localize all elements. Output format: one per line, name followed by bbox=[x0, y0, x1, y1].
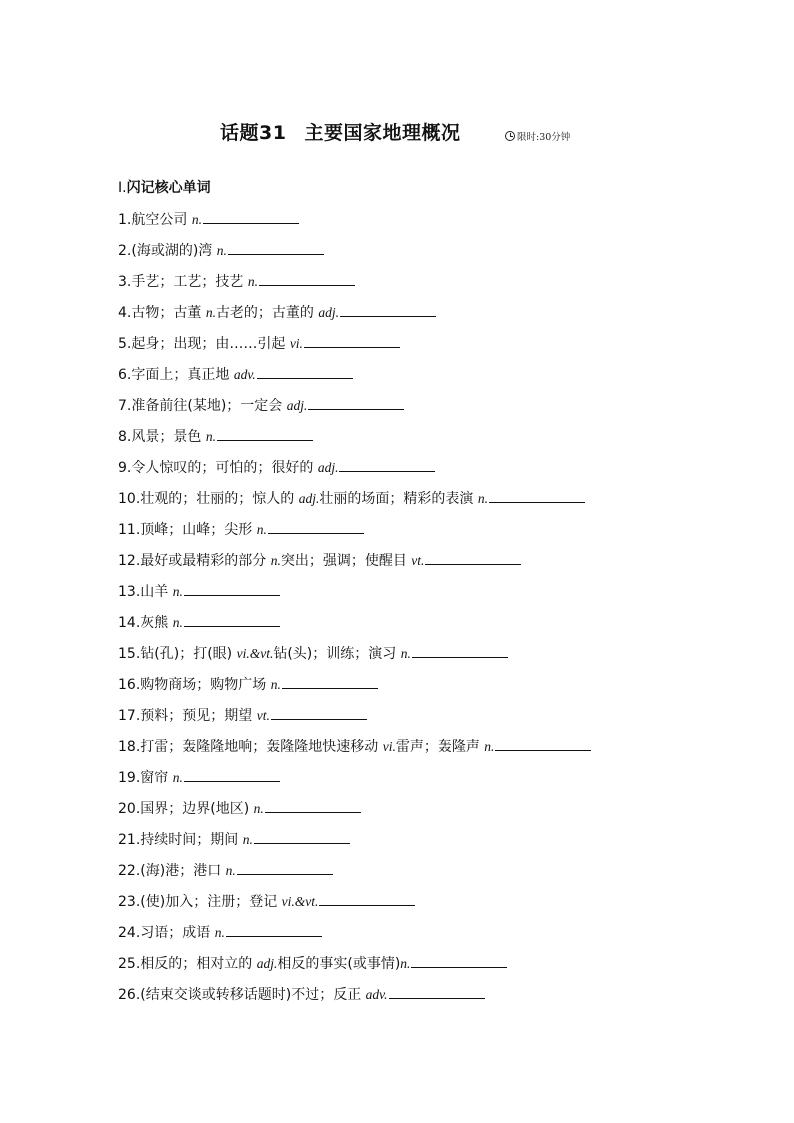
part-of-speech: n. bbox=[477, 491, 488, 506]
item-number: 10. bbox=[118, 491, 141, 507]
part-of-speech: n. bbox=[253, 801, 264, 816]
part-of-speech: n. bbox=[484, 739, 495, 754]
part-of-speech: n. bbox=[216, 243, 227, 258]
definition-text: (海或湖的)湾 bbox=[131, 243, 217, 259]
answer-blank[interactable] bbox=[217, 426, 313, 441]
definition-text: 古老的；古董的 bbox=[215, 305, 319, 321]
definition-text: 购物商场；购物广场 bbox=[140, 677, 271, 693]
answer-blank[interactable] bbox=[412, 643, 508, 658]
title-main: 主要国家地理概况 bbox=[304, 122, 461, 144]
definition-text: 灰熊 bbox=[140, 615, 173, 631]
list-item bbox=[118, 640, 718, 671]
part-of-speech: n. bbox=[191, 212, 202, 227]
answer-blank[interactable] bbox=[268, 519, 364, 534]
list-item bbox=[118, 547, 718, 578]
item-number: 21. bbox=[118, 832, 141, 848]
definition-text: 手艺；工艺；技艺 bbox=[131, 274, 248, 290]
part-of-speech: adj. bbox=[286, 398, 308, 413]
definition-text: 准备前往(某地)；一定会 bbox=[131, 398, 287, 414]
answer-blank[interactable] bbox=[203, 209, 299, 224]
alarm-clock-icon bbox=[505, 131, 515, 141]
definition-text: 字面上；真正地 bbox=[131, 367, 234, 383]
time-limit-text: 限时:30分钟 bbox=[517, 132, 571, 143]
part-of-speech: n. bbox=[205, 429, 216, 444]
list-item bbox=[118, 795, 718, 826]
list-item bbox=[118, 237, 718, 268]
answer-blank[interactable] bbox=[411, 953, 507, 968]
part-of-speech: vi.&vt. bbox=[236, 646, 274, 661]
list-item bbox=[118, 981, 718, 1012]
answer-blank[interactable] bbox=[226, 922, 322, 937]
list-item bbox=[118, 423, 718, 454]
list-item bbox=[118, 826, 718, 857]
item-number: 2. bbox=[118, 243, 132, 259]
definition-text: 山羊 bbox=[140, 584, 173, 600]
definition-text: 雷声；轰隆声 bbox=[395, 739, 485, 755]
item-number: 7. bbox=[118, 398, 132, 414]
definition-text: (海)港；港口 bbox=[140, 863, 226, 879]
part-of-speech: n. bbox=[172, 615, 183, 630]
definition-text: 相反的事实(或事情) bbox=[277, 956, 401, 972]
part-of-speech: n. bbox=[400, 646, 411, 661]
item-number: 16. bbox=[118, 677, 141, 693]
item-number: 24. bbox=[118, 925, 141, 941]
definition-text: 钻(头)；训练；演习 bbox=[273, 646, 401, 662]
part-of-speech: vi.&vt. bbox=[281, 894, 319, 909]
list-item bbox=[118, 671, 718, 702]
part-of-speech: vi. bbox=[289, 336, 303, 351]
definition-text: 预料；预见；期望 bbox=[140, 708, 257, 724]
list-item bbox=[118, 857, 718, 888]
item-number: 9. bbox=[118, 460, 132, 476]
list-item bbox=[118, 330, 718, 361]
list-item bbox=[118, 361, 718, 392]
answer-blank[interactable] bbox=[184, 581, 280, 596]
definition-text: 钻(孔)；打(眼) bbox=[140, 646, 237, 662]
item-number: 6. bbox=[118, 367, 132, 383]
item-number: 11. bbox=[118, 522, 141, 538]
list-item bbox=[118, 764, 718, 795]
part-of-speech: vt. bbox=[256, 708, 270, 723]
part-of-speech: adj. bbox=[318, 305, 340, 320]
list-item bbox=[118, 950, 718, 981]
part-of-speech: n. bbox=[256, 522, 267, 537]
part-of-speech: n. bbox=[400, 956, 411, 971]
answer-blank[interactable] bbox=[389, 984, 485, 999]
part-of-speech: adv. bbox=[365, 987, 388, 1002]
definition-text: 航空公司 bbox=[131, 212, 192, 228]
page-title bbox=[220, 118, 460, 145]
definition-text: 顶峰；山峰；尖形 bbox=[140, 522, 257, 538]
item-number: 23. bbox=[118, 894, 141, 910]
answer-blank[interactable] bbox=[184, 767, 280, 782]
part-of-speech: vi. bbox=[382, 739, 396, 754]
answer-blank[interactable] bbox=[271, 705, 367, 720]
item-number: 19. bbox=[118, 770, 141, 786]
part-of-speech: n. bbox=[205, 305, 216, 320]
answer-blank[interactable] bbox=[495, 736, 591, 751]
definition-text: 壮丽的场面；精彩的表演 bbox=[319, 491, 478, 507]
list-item bbox=[118, 206, 718, 237]
list-item bbox=[118, 516, 718, 547]
definition-text: 突出；强调；使醒目 bbox=[280, 553, 412, 569]
item-number: 14. bbox=[118, 615, 141, 631]
definition-text: (使)加入；注册；登记 bbox=[140, 894, 282, 910]
definition-text: 壮观的；壮丽的；惊人的 bbox=[140, 491, 299, 507]
list-item bbox=[118, 919, 718, 950]
part-of-speech: adv. bbox=[233, 367, 256, 382]
part-of-speech: n. bbox=[214, 925, 225, 940]
answer-blank[interactable] bbox=[319, 891, 415, 906]
definition-text: 相反的；相对立的 bbox=[140, 956, 257, 972]
part-of-speech: n. bbox=[172, 584, 183, 599]
part-of-speech: n. bbox=[225, 863, 236, 878]
answer-blank[interactable] bbox=[254, 829, 350, 844]
vocabulary-list bbox=[118, 206, 718, 1012]
answer-blank[interactable] bbox=[265, 798, 361, 813]
definition-text: 窗帘 bbox=[140, 770, 173, 786]
answer-blank[interactable] bbox=[257, 364, 353, 379]
list-item bbox=[118, 702, 718, 733]
definition-text: 最好或最精彩的部分 bbox=[140, 553, 271, 569]
answer-blank[interactable] bbox=[308, 395, 404, 410]
item-number: 4. bbox=[118, 305, 132, 321]
part-of-speech: adj. bbox=[256, 956, 278, 971]
item-number: 5. bbox=[118, 336, 132, 352]
definition-text: 打雷；轰隆隆地响；轰隆隆地快速移动 bbox=[140, 739, 383, 755]
title-prefix: 话题31 bbox=[220, 122, 287, 144]
definition-text: 风景；景色 bbox=[131, 429, 206, 445]
answer-blank[interactable] bbox=[340, 302, 436, 317]
part-of-speech: vt. bbox=[411, 553, 425, 568]
item-number: 25. bbox=[118, 956, 141, 972]
part-of-speech: n. bbox=[242, 832, 253, 847]
item-number: 22. bbox=[118, 863, 141, 879]
part-of-speech: n. bbox=[270, 553, 281, 568]
list-item bbox=[118, 578, 718, 609]
answer-blank[interactable] bbox=[489, 488, 585, 503]
item-number: 3. bbox=[118, 274, 132, 290]
definition-text: (结束交谈或转移话题时)不过；反正 bbox=[140, 987, 366, 1003]
answer-blank[interactable] bbox=[282, 674, 378, 689]
list-item bbox=[118, 454, 718, 485]
section-number: Ⅰ. bbox=[118, 180, 127, 196]
item-number: 17. bbox=[118, 708, 141, 724]
item-number: 26. bbox=[118, 987, 141, 1003]
answer-blank[interactable] bbox=[425, 550, 521, 565]
answer-blank[interactable] bbox=[184, 612, 280, 627]
time-limit bbox=[505, 129, 570, 143]
item-number: 8. bbox=[118, 429, 132, 445]
definition-text: 起身；出现；由……引起 bbox=[131, 336, 290, 352]
item-number: 18. bbox=[118, 739, 141, 755]
item-number: 13. bbox=[118, 584, 141, 600]
definition-text: 令人惊叹的；可怕的；很好的 bbox=[131, 460, 318, 476]
title-row bbox=[0, 118, 794, 148]
part-of-speech: adj. bbox=[298, 491, 320, 506]
answer-blank[interactable] bbox=[339, 457, 435, 472]
list-item bbox=[118, 392, 718, 423]
list-item bbox=[118, 299, 718, 330]
answer-blank[interactable] bbox=[228, 240, 324, 255]
part-of-speech: n. bbox=[270, 677, 281, 692]
part-of-speech: adj. bbox=[317, 460, 339, 475]
answer-blank[interactable] bbox=[304, 333, 400, 348]
list-item bbox=[118, 485, 718, 516]
part-of-speech: n. bbox=[172, 770, 183, 785]
part-of-speech: n. bbox=[247, 274, 258, 289]
section-title: 闪记核心单词 bbox=[126, 180, 211, 196]
answer-blank[interactable] bbox=[237, 860, 333, 875]
definition-text: 习语；成语 bbox=[140, 925, 215, 941]
item-number: 15. bbox=[118, 646, 141, 662]
answer-blank[interactable] bbox=[259, 271, 355, 286]
item-number: 12. bbox=[118, 553, 141, 569]
list-item bbox=[118, 609, 718, 640]
definition-text: 国界；边界(地区) bbox=[140, 801, 254, 817]
list-item bbox=[118, 268, 718, 299]
list-item bbox=[118, 733, 718, 764]
list-item bbox=[118, 888, 718, 919]
definition-text: 持续时间；期间 bbox=[140, 832, 243, 848]
item-number: 1. bbox=[118, 212, 132, 228]
item-number: 20. bbox=[118, 801, 141, 817]
definition-text: 古物；古董 bbox=[131, 305, 206, 321]
section-heading bbox=[118, 177, 211, 197]
